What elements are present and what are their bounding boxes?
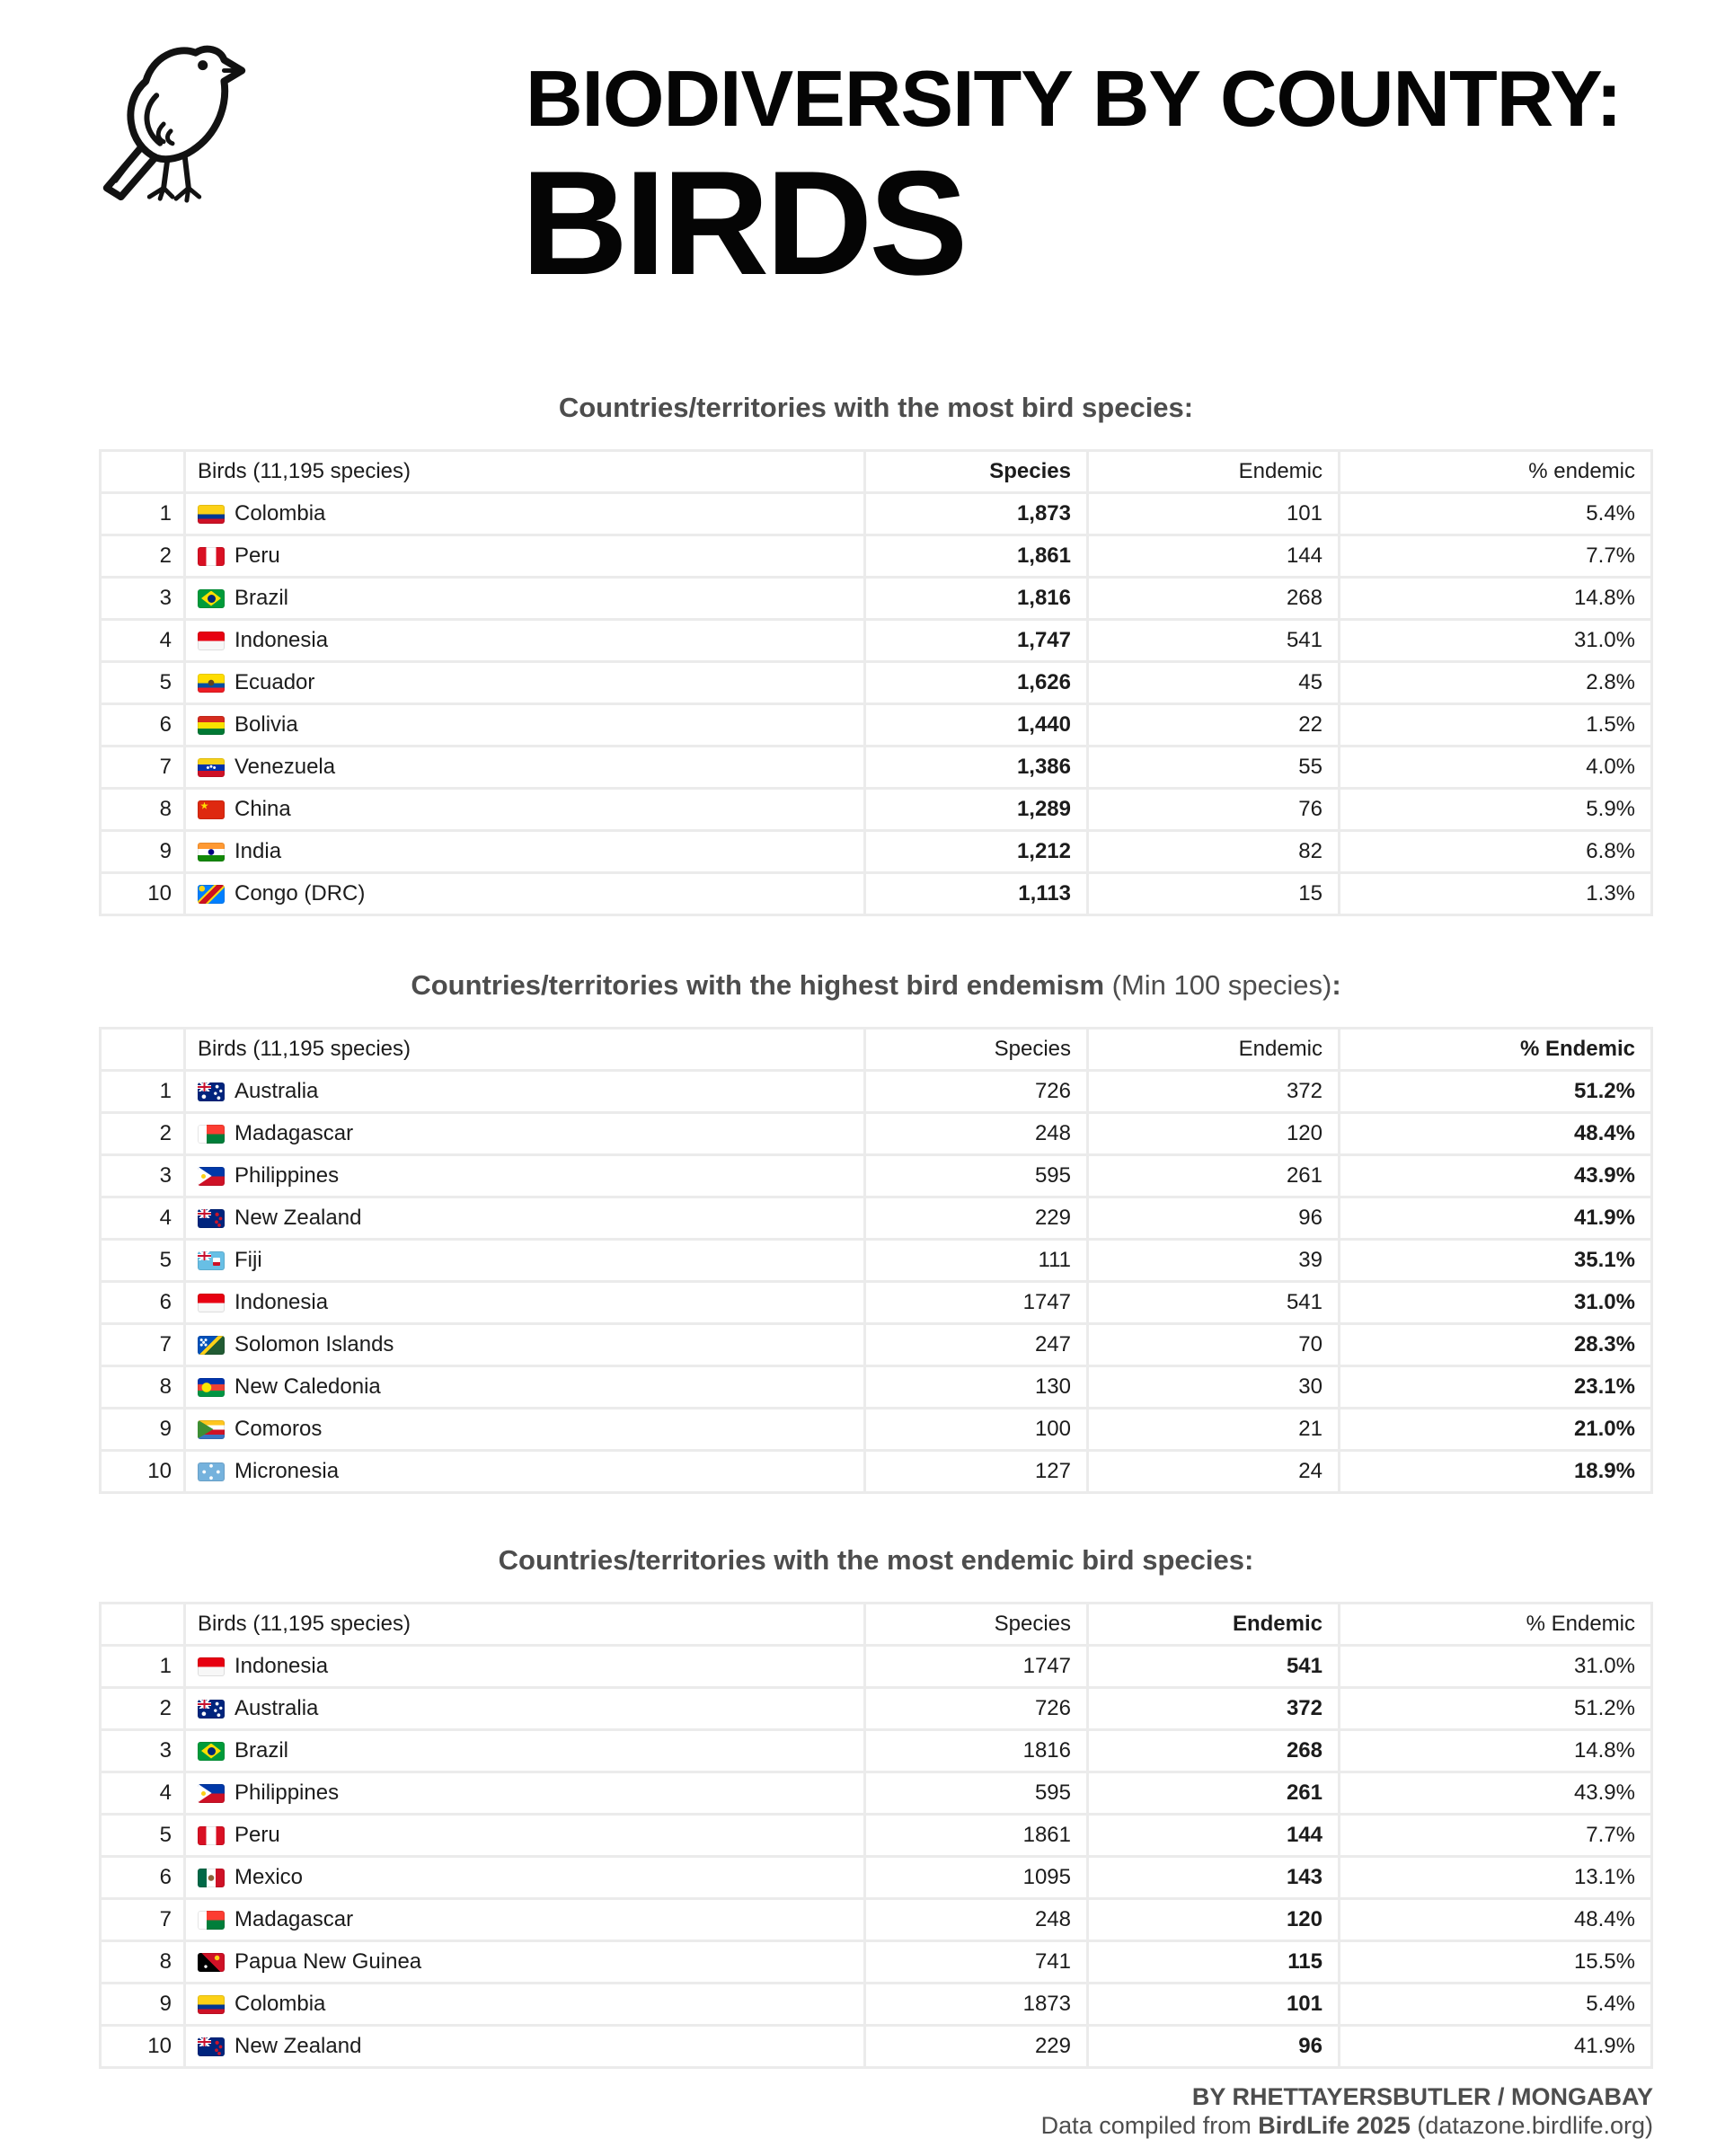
country-cell xyxy=(186,1367,863,1407)
species-cell: 1,861 xyxy=(866,536,1086,576)
country-name: Mexico xyxy=(234,1865,304,1889)
rank-cell: 1 xyxy=(102,494,183,534)
section-title-text: Countries/territories with the most endemic bird species xyxy=(498,1544,1244,1576)
endemic-cell: 541 xyxy=(1089,1647,1338,1686)
species-cell: 1747 xyxy=(866,1647,1086,1686)
table-row xyxy=(102,663,1650,702)
table-row xyxy=(102,1647,1650,1686)
country-name: Indonesia xyxy=(234,1290,329,1314)
flag-solomon-islands-icon xyxy=(198,1336,225,1355)
species-cell: 1,873 xyxy=(866,494,1086,534)
species-header-cell: Species xyxy=(866,1029,1086,1069)
endemic-cell: 55 xyxy=(1089,747,1338,787)
country-cell xyxy=(186,1072,863,1111)
percent-endemic-cell: 35.1% xyxy=(1340,1241,1650,1280)
endemic-cell: 261 xyxy=(1089,1156,1338,1196)
endemic-cell: 24 xyxy=(1089,1452,1338,1491)
percent-endemic-cell: 18.9% xyxy=(1340,1452,1650,1491)
species-cell: 248 xyxy=(866,1114,1086,1153)
rank-cell: 1 xyxy=(102,1072,183,1111)
percent-endemic-cell: 51.2% xyxy=(1340,1689,1650,1728)
rank-cell: 6 xyxy=(102,1858,183,1897)
flag-venezuela-icon xyxy=(198,758,225,777)
rank-header-cell xyxy=(102,452,183,491)
percent-endemic-header-cell: % endemic xyxy=(1340,452,1650,491)
country-cell xyxy=(186,1731,863,1771)
species-cell: 247 xyxy=(866,1325,1086,1365)
percent-endemic-cell: 31.0% xyxy=(1340,621,1650,660)
rank-cell: 9 xyxy=(102,832,183,871)
percent-endemic-cell: 43.9% xyxy=(1340,1773,1650,1813)
country-cell xyxy=(186,1858,863,1897)
country-name: Philippines xyxy=(234,1780,340,1805)
page-footer xyxy=(99,2083,1653,2141)
country-name: Madagascar xyxy=(234,1907,354,1931)
country-cell xyxy=(186,2027,863,2066)
country-name: Brazil xyxy=(234,1738,289,1763)
title-kicker: BIODIVERSITY BY COUNTRY: xyxy=(526,54,1622,143)
section-title-most-species xyxy=(99,390,1653,426)
species-cell: 229 xyxy=(866,1198,1086,1238)
flag-indonesia-icon xyxy=(198,1657,225,1676)
flag-mexico-icon xyxy=(198,1869,225,1887)
table-row xyxy=(102,1773,1650,1813)
country-name: Australia xyxy=(234,1696,319,1720)
flag-peru-icon xyxy=(198,547,225,566)
country-cell xyxy=(186,1325,863,1365)
table-most-species xyxy=(99,449,1653,916)
endemic-header-cell: Endemic xyxy=(1089,1604,1338,1644)
country-cell xyxy=(186,705,863,745)
endemic-cell: 39 xyxy=(1089,1241,1338,1280)
species-cell: 741 xyxy=(866,1942,1086,1982)
country-cell xyxy=(186,663,863,702)
table-row xyxy=(102,1731,1650,1771)
rank-cell: 4 xyxy=(102,1773,183,1813)
country-name: Comoros xyxy=(234,1417,323,1441)
group-header-cell: Birds (11,195 species) xyxy=(186,1604,863,1644)
credit-url: (datazone.birdlife.org) xyxy=(1410,2112,1653,2139)
endemic-cell: 144 xyxy=(1089,1816,1338,1855)
table-row xyxy=(102,1984,1650,2024)
table-row xyxy=(102,790,1650,829)
species-cell: 111 xyxy=(866,1241,1086,1280)
species-cell: 726 xyxy=(866,1689,1086,1728)
country-cell xyxy=(186,874,863,914)
endemic-cell: 82 xyxy=(1089,832,1338,871)
species-cell: 1,747 xyxy=(866,621,1086,660)
country-cell xyxy=(186,832,863,871)
page-header xyxy=(0,0,1725,334)
percent-endemic-cell: 41.9% xyxy=(1340,2027,1650,2066)
endemic-cell: 96 xyxy=(1089,2027,1338,2066)
country-name: Congo (DRC) xyxy=(234,881,366,906)
endemic-cell: 96 xyxy=(1089,1198,1338,1238)
country-name: Philippines xyxy=(234,1163,340,1188)
credit-prefix: Data compiled from xyxy=(1040,2112,1259,2139)
rank-cell: 5 xyxy=(102,663,183,702)
percent-endemic-cell: 48.4% xyxy=(1340,1900,1650,1940)
table-row xyxy=(102,1900,1650,1940)
table-row xyxy=(102,1198,1650,1238)
endemic-cell: 15 xyxy=(1089,874,1338,914)
endemic-header-cell: Endemic xyxy=(1089,452,1338,491)
endemic-cell: 76 xyxy=(1089,790,1338,829)
rank-cell: 8 xyxy=(102,790,183,829)
percent-endemic-cell: 41.9% xyxy=(1340,1198,1650,1238)
species-cell: 127 xyxy=(866,1452,1086,1491)
country-cell xyxy=(186,1984,863,2024)
endemic-cell: 120 xyxy=(1089,1900,1338,1940)
endemic-cell: 541 xyxy=(1089,1283,1338,1322)
table-row xyxy=(102,579,1650,618)
group-header-cell: Birds (11,195 species) xyxy=(186,1029,863,1069)
flag-fiji-icon xyxy=(198,1251,225,1270)
country-name: Micronesia xyxy=(234,1459,340,1483)
flag-philippines-icon xyxy=(198,1167,225,1186)
endemic-cell: 30 xyxy=(1089,1367,1338,1407)
percent-endemic-cell: 14.8% xyxy=(1340,579,1650,618)
endemic-cell: 144 xyxy=(1089,536,1338,576)
country-cell xyxy=(186,1198,863,1238)
endemic-cell: 268 xyxy=(1089,579,1338,618)
section-title-colon: : xyxy=(1331,969,1341,1001)
table-row xyxy=(102,1114,1650,1153)
rank-cell: 3 xyxy=(102,579,183,618)
percent-endemic-cell: 31.0% xyxy=(1340,1283,1650,1322)
rank-cell: 3 xyxy=(102,1731,183,1771)
endemic-cell: 268 xyxy=(1089,1731,1338,1771)
country-name: New Caledonia xyxy=(234,1374,381,1399)
percent-endemic-header-cell: % Endemic xyxy=(1340,1029,1650,1069)
rank-cell: 10 xyxy=(102,874,183,914)
country-cell xyxy=(186,1816,863,1855)
rank-cell: 9 xyxy=(102,1984,183,2024)
percent-endemic-cell: 31.0% xyxy=(1340,1647,1650,1686)
rank-cell: 7 xyxy=(102,747,183,787)
endemic-cell: 261 xyxy=(1089,1773,1338,1813)
flag-bolivia-icon xyxy=(198,716,225,735)
flag-new-caledonia-icon xyxy=(198,1378,225,1397)
country-cell xyxy=(186,1241,863,1280)
percent-endemic-cell: 21.0% xyxy=(1340,1409,1650,1449)
flag-madagascar-icon xyxy=(198,1125,225,1144)
table-row xyxy=(102,1367,1650,1407)
rank-cell: 5 xyxy=(102,1816,183,1855)
table-row xyxy=(102,2027,1650,2066)
species-cell: 726 xyxy=(866,1072,1086,1111)
section-title-highest-endemism xyxy=(99,968,1653,1003)
table-row xyxy=(102,1409,1650,1449)
data-credit xyxy=(99,2110,1653,2141)
country-cell xyxy=(186,747,863,787)
percent-endemic-cell: 28.3% xyxy=(1340,1325,1650,1365)
rank-cell: 2 xyxy=(102,536,183,576)
species-cell: 1,212 xyxy=(866,832,1086,871)
flag-micronesia-icon xyxy=(198,1462,225,1481)
country-name: Brazil xyxy=(234,586,289,610)
country-name: Peru xyxy=(234,1823,280,1847)
species-header-cell: Species xyxy=(866,452,1086,491)
species-cell: 1095 xyxy=(866,1858,1086,1897)
country-name: India xyxy=(234,839,282,863)
percent-endemic-cell: 1.5% xyxy=(1340,705,1650,745)
table-row xyxy=(102,1816,1650,1855)
percent-endemic-cell: 7.7% xyxy=(1340,536,1650,576)
bird-line-art-icon xyxy=(85,31,263,209)
endemic-cell: 101 xyxy=(1089,1984,1338,2024)
rank-cell: 6 xyxy=(102,705,183,745)
percent-endemic-cell: 6.8% xyxy=(1340,832,1650,871)
endemic-cell: 45 xyxy=(1089,663,1338,702)
country-name: Venezuela xyxy=(234,755,336,779)
percent-endemic-cell: 1.3% xyxy=(1340,874,1650,914)
endemic-cell: 143 xyxy=(1089,1858,1338,1897)
table-header-row xyxy=(102,1604,1650,1644)
species-cell: 1,289 xyxy=(866,790,1086,829)
endemic-cell: 372 xyxy=(1089,1689,1338,1728)
table-row xyxy=(102,874,1650,914)
country-cell xyxy=(186,1114,863,1153)
table-header-row xyxy=(102,452,1650,491)
rank-cell: 9 xyxy=(102,1409,183,1449)
flag-brazil-icon xyxy=(198,589,225,608)
country-cell xyxy=(186,1900,863,1940)
table-row xyxy=(102,832,1650,871)
species-cell: 248 xyxy=(866,1900,1086,1940)
flag-madagascar-icon xyxy=(198,1911,225,1930)
country-cell xyxy=(186,1689,863,1728)
percent-endemic-cell: 15.5% xyxy=(1340,1942,1650,1982)
country-cell xyxy=(186,790,863,829)
country-cell xyxy=(186,1409,863,1449)
flag-australia-icon xyxy=(198,1082,225,1101)
species-cell: 595 xyxy=(866,1773,1086,1813)
rank-cell: 4 xyxy=(102,1198,183,1238)
table-row xyxy=(102,1452,1650,1491)
country-name: Peru xyxy=(234,543,280,568)
rank-cell: 8 xyxy=(102,1367,183,1407)
species-cell: 1873 xyxy=(866,1984,1086,2024)
percent-endemic-cell: 4.0% xyxy=(1340,747,1650,787)
percent-endemic-cell: 5.4% xyxy=(1340,1984,1650,2024)
section-title-text: Countries/territories with the highest bird endemism xyxy=(411,969,1105,1001)
species-cell: 1861 xyxy=(866,1816,1086,1855)
table-row xyxy=(102,1241,1650,1280)
rank-cell: 7 xyxy=(102,1900,183,1940)
endemic-cell: 115 xyxy=(1089,1942,1338,1982)
rank-cell: 4 xyxy=(102,621,183,660)
flag-comoros-icon xyxy=(198,1420,225,1439)
endemic-cell: 101 xyxy=(1089,494,1338,534)
country-name: Colombia xyxy=(234,1992,326,2016)
percent-endemic-cell: 48.4% xyxy=(1340,1114,1650,1153)
country-cell xyxy=(186,1452,863,1491)
country-name: Indonesia xyxy=(234,1654,329,1678)
rank-cell: 7 xyxy=(102,1325,183,1365)
species-cell: 1747 xyxy=(866,1283,1086,1322)
rank-cell: 3 xyxy=(102,1156,183,1196)
species-cell: 1,113 xyxy=(866,874,1086,914)
country-name: Australia xyxy=(234,1079,319,1103)
rank-cell: 6 xyxy=(102,1283,183,1322)
section-title-text: Countries/territories with the most bird species xyxy=(558,392,1184,423)
page-title: BIRDS xyxy=(521,140,965,305)
flag-india-icon xyxy=(198,843,225,862)
table-row xyxy=(102,1942,1650,1982)
percent-endemic-cell: 23.1% xyxy=(1340,1367,1650,1407)
percent-endemic-cell: 14.8% xyxy=(1340,1731,1650,1771)
percent-endemic-cell: 13.1% xyxy=(1340,1858,1650,1897)
rank-header-cell xyxy=(102,1604,183,1644)
country-name: Bolivia xyxy=(234,712,298,737)
endemic-cell: 70 xyxy=(1089,1325,1338,1365)
country-name: Ecuador xyxy=(234,670,315,694)
country-cell xyxy=(186,1283,863,1322)
country-name: Fiji xyxy=(234,1248,262,1272)
country-name: China xyxy=(234,797,291,821)
flag-australia-icon xyxy=(198,1700,225,1719)
species-header-cell: Species xyxy=(866,1604,1086,1644)
table-row xyxy=(102,621,1650,660)
species-cell: 130 xyxy=(866,1367,1086,1407)
country-cell xyxy=(186,494,863,534)
rank-cell: 1 xyxy=(102,1647,183,1686)
flag-papua-new-guinea-icon xyxy=(198,1953,225,1972)
species-cell: 1,440 xyxy=(866,705,1086,745)
section-title-colon: : xyxy=(1183,392,1194,423)
species-cell: 1,626 xyxy=(866,663,1086,702)
rank-cell: 10 xyxy=(102,2027,183,2066)
table-row xyxy=(102,747,1650,787)
percent-endemic-cell: 51.2% xyxy=(1340,1072,1650,1111)
table-most-endemic xyxy=(99,1602,1653,2069)
country-cell xyxy=(186,1647,863,1686)
section-title-most-endemic xyxy=(99,1542,1653,1578)
species-cell: 229 xyxy=(866,2027,1086,2066)
species-cell: 595 xyxy=(866,1156,1086,1196)
flag-china-icon xyxy=(198,800,225,819)
endemic-header-cell: Endemic xyxy=(1089,1029,1338,1069)
rank-header-cell xyxy=(102,1029,183,1069)
percent-endemic-cell: 2.8% xyxy=(1340,663,1650,702)
country-name: Solomon Islands xyxy=(234,1332,394,1356)
table-header-row xyxy=(102,1029,1650,1069)
country-cell xyxy=(186,579,863,618)
species-cell: 1,816 xyxy=(866,579,1086,618)
rank-cell: 2 xyxy=(102,1114,183,1153)
country-cell xyxy=(186,1773,863,1813)
flag-ecuador-icon xyxy=(198,674,225,693)
percent-endemic-cell: 7.7% xyxy=(1340,1816,1650,1855)
species-cell: 1816 xyxy=(866,1731,1086,1771)
country-cell xyxy=(186,1156,863,1196)
species-cell: 100 xyxy=(866,1409,1086,1449)
group-header-cell: Birds (11,195 species) xyxy=(186,452,863,491)
flag-congo-drc-icon xyxy=(198,885,225,904)
country-name: Colombia xyxy=(234,501,326,526)
endemic-cell: 22 xyxy=(1089,705,1338,745)
country-cell xyxy=(186,621,863,660)
credit-source: BirdLife 2025 xyxy=(1258,2112,1411,2139)
percent-endemic-cell: 5.9% xyxy=(1340,790,1650,829)
table-highest-endemism xyxy=(99,1027,1653,1494)
endemic-cell: 21 xyxy=(1089,1409,1338,1449)
flag-new-zealand-icon xyxy=(198,2037,225,2056)
percent-endemic-cell: 5.4% xyxy=(1340,494,1650,534)
flag-brazil-icon xyxy=(198,1742,225,1761)
flag-new-zealand-icon xyxy=(198,1209,225,1228)
rank-cell: 2 xyxy=(102,1689,183,1728)
table-row xyxy=(102,1325,1650,1365)
country-name: New Zealand xyxy=(234,1206,362,1230)
flag-indonesia-icon xyxy=(198,632,225,650)
country-name: New Zealand xyxy=(234,2034,362,2058)
country-name: Madagascar xyxy=(234,1121,354,1145)
flag-colombia-icon xyxy=(198,1995,225,2014)
endemic-cell: 120 xyxy=(1089,1114,1338,1153)
table-row xyxy=(102,705,1650,745)
flag-indonesia-icon xyxy=(198,1294,225,1312)
table-row xyxy=(102,1156,1650,1196)
section-title-colon: : xyxy=(1243,1544,1254,1576)
country-cell xyxy=(186,536,863,576)
table-row xyxy=(102,1283,1650,1322)
endemic-cell: 541 xyxy=(1089,621,1338,660)
rank-cell: 8 xyxy=(102,1942,183,1982)
percent-endemic-cell: 43.9% xyxy=(1340,1156,1650,1196)
table-row xyxy=(102,1689,1650,1728)
byline: BY RHETTAYERSBUTLER / MONGABAY xyxy=(1191,2083,1653,2110)
country-name: Indonesia xyxy=(234,628,329,652)
species-cell: 1,386 xyxy=(866,747,1086,787)
country-name: Papua New Guinea xyxy=(234,1949,422,1974)
rank-cell: 5 xyxy=(102,1241,183,1280)
table-row xyxy=(102,1072,1650,1111)
flag-philippines-icon xyxy=(198,1784,225,1803)
table-row xyxy=(102,536,1650,576)
percent-endemic-header-cell: % Endemic xyxy=(1340,1604,1650,1644)
flag-peru-icon xyxy=(198,1826,225,1845)
country-cell xyxy=(186,1942,863,1982)
section-title-note: (Min 100 species) xyxy=(1104,969,1332,1001)
table-row xyxy=(102,494,1650,534)
endemic-cell: 372 xyxy=(1089,1072,1338,1111)
rank-cell: 10 xyxy=(102,1452,183,1491)
table-row xyxy=(102,1858,1650,1897)
flag-colombia-icon xyxy=(198,505,225,524)
